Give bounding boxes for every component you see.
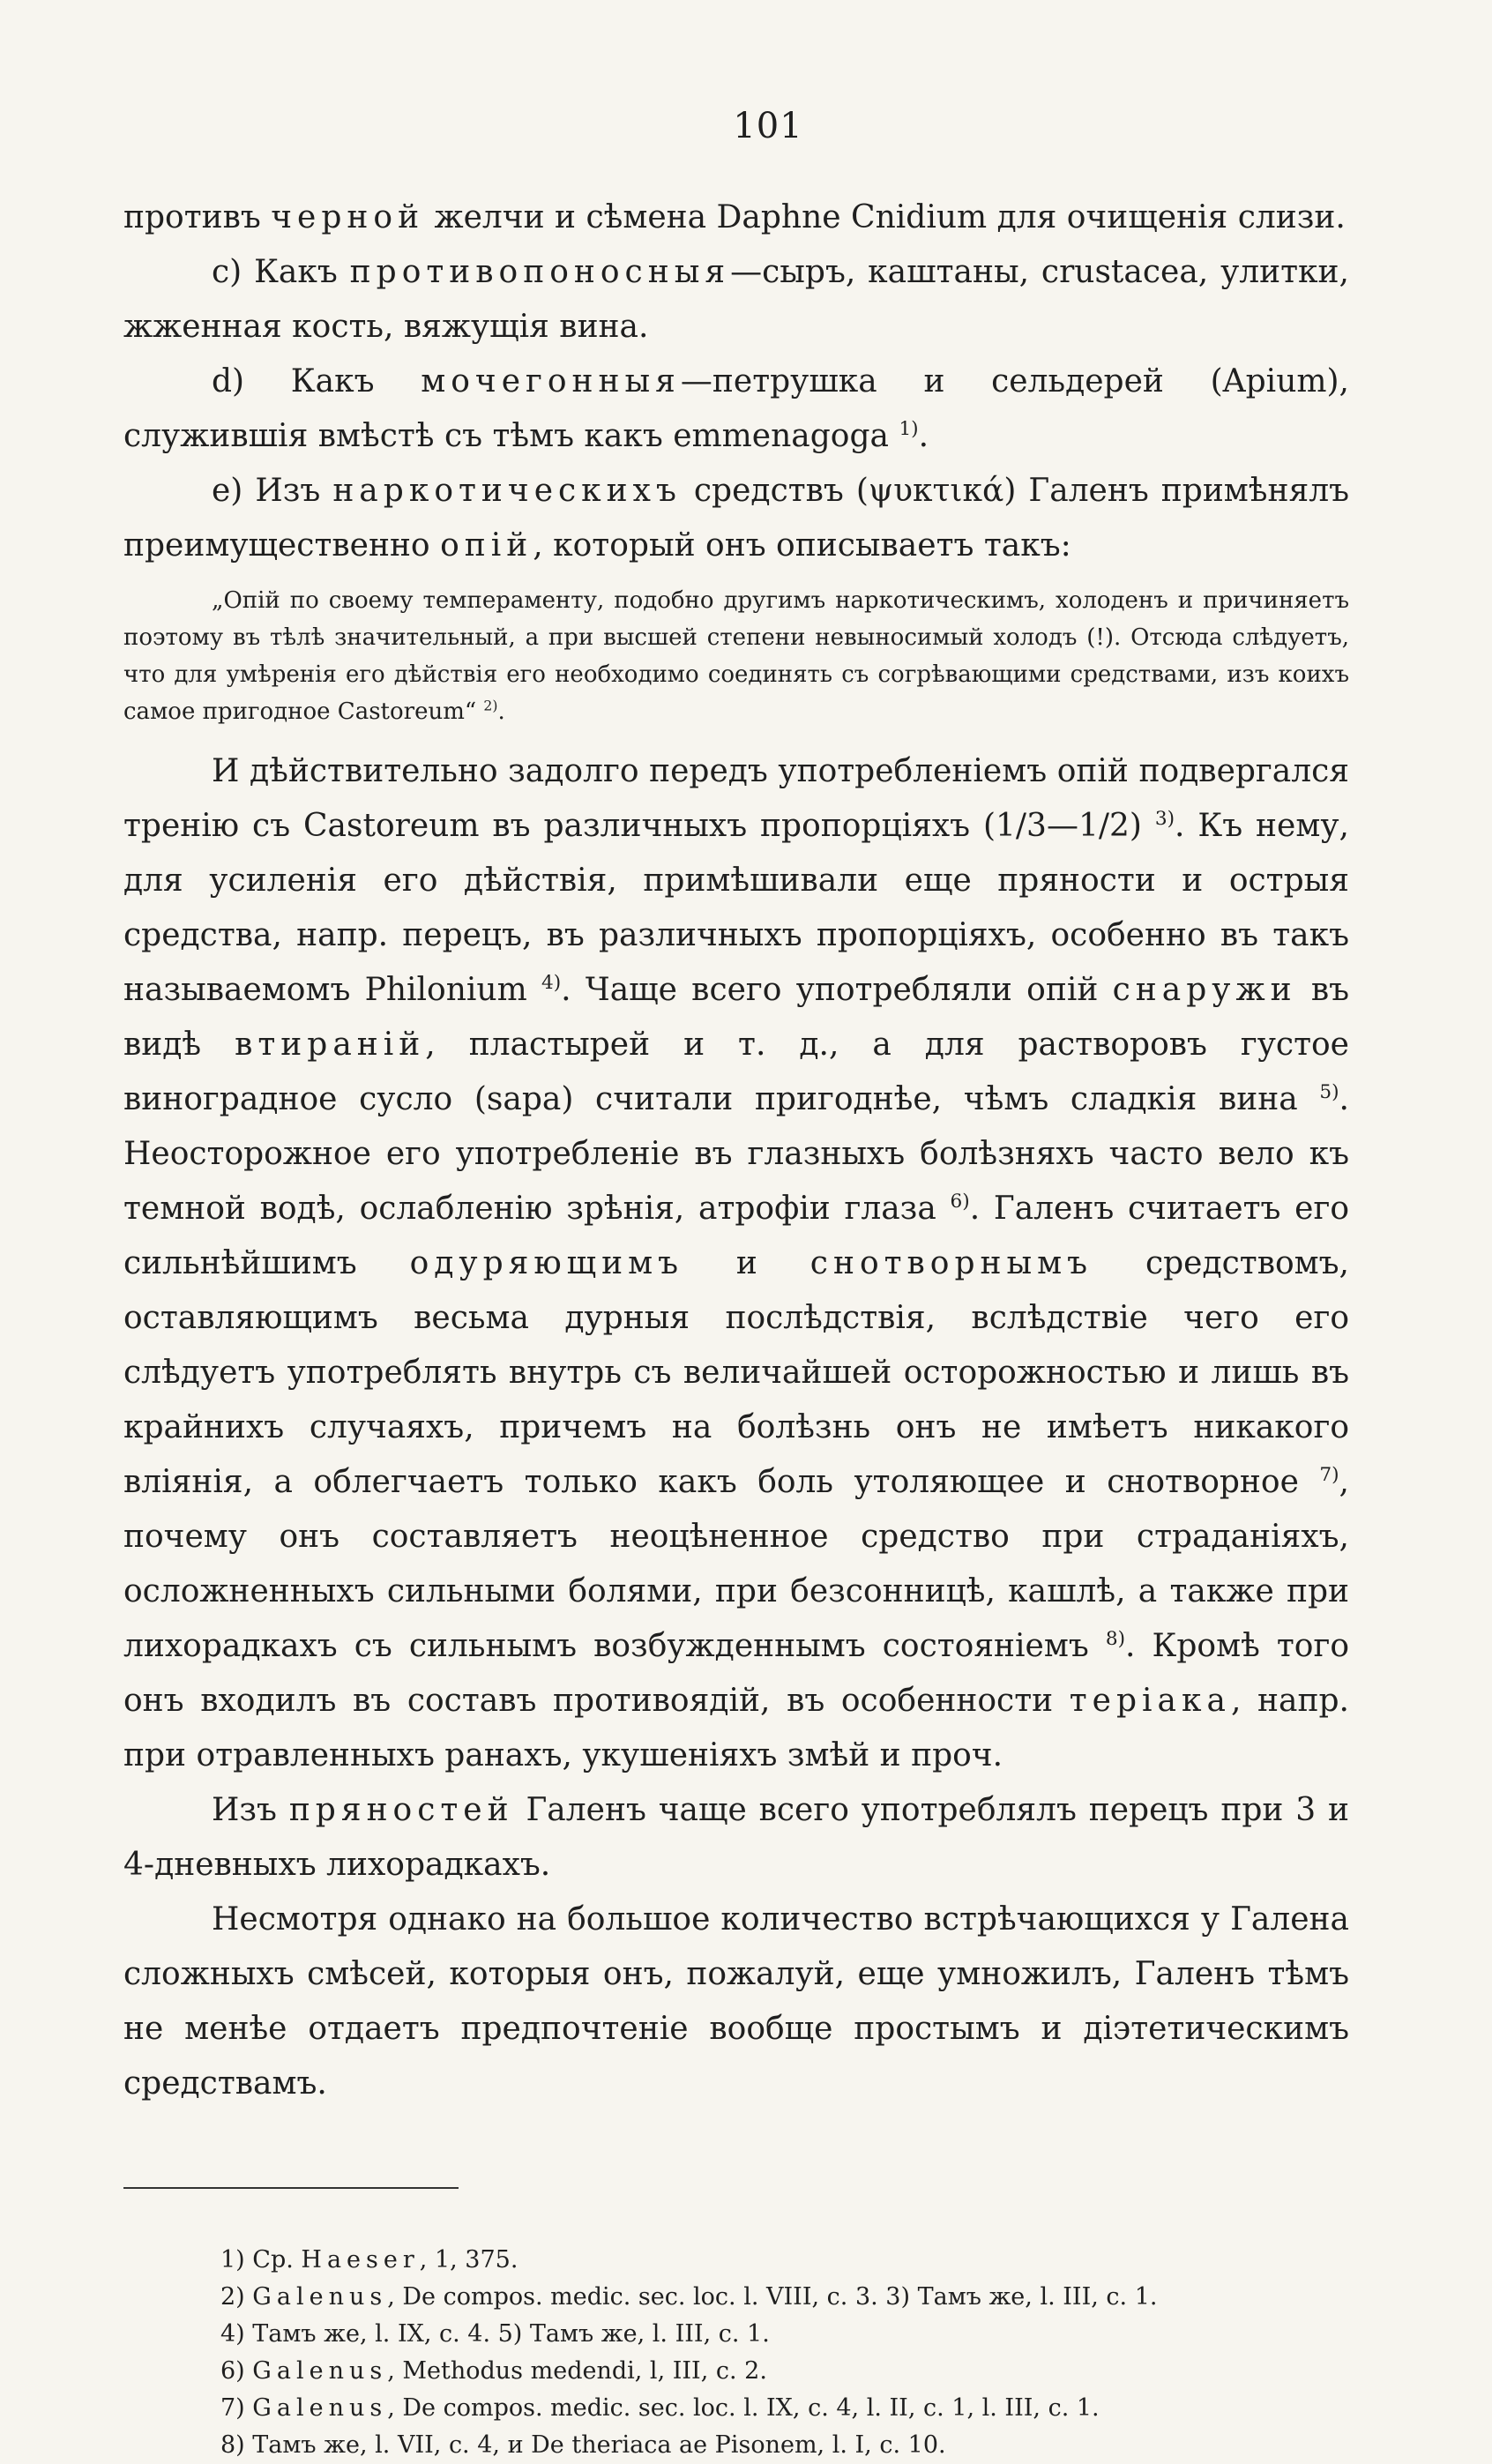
text-run: c) Какъ xyxy=(212,254,350,290)
paragraph xyxy=(123,1893,1349,2111)
emphasized-text: наркотическихъ xyxy=(332,473,682,509)
author-name: Galenus xyxy=(252,2394,388,2422)
text-run: e) Изъ xyxy=(212,473,333,509)
footnote xyxy=(220,2427,1413,2464)
emphasized-text: черной xyxy=(271,199,425,235)
footnote-divider xyxy=(123,2187,459,2189)
emphasized-text: пряностей xyxy=(288,1792,514,1828)
paragraph xyxy=(123,464,1349,573)
text-run: . Неосторожное его употребленіе въ глазныхъ болѣзняхъ часто вело къ темной водѣ, ослабленію зрѣнія, атрофіи глаза xyxy=(123,1081,1349,1227)
footnote-text: 4) Тамъ же, l. IX, c. 4. 5) Тамъ же, l. III, c. 1. xyxy=(220,2320,770,2348)
text-run: . Галенъ считаетъ его сильнѣйшимъ xyxy=(123,1191,1349,1281)
text-run: и xyxy=(683,1245,810,1281)
paragraph xyxy=(123,355,1349,464)
footnote-ref: 4) xyxy=(541,972,562,994)
footnote xyxy=(220,2279,1413,2316)
footnote-text: , De compos. medic. sec. loc. l. VIII, c. 3. 3) Тамъ же, l. III, c. 1. xyxy=(387,2283,1158,2311)
quote-paragraph xyxy=(123,582,1349,730)
block-quote xyxy=(123,582,1349,730)
text-run: , пластырей и т. д., а для растворовъ густое виноградное сусло (sapa) считали пригоднѣе, чѣмъ сладкія вина xyxy=(123,1027,1349,1117)
footnote xyxy=(220,2390,1413,2427)
text-run: Галенъ чаще всего употреблялъ перецъ при 3 и 4-дневныхъ лихорадкахъ. xyxy=(123,1792,1349,1883)
text-run: , который онъ описываетъ такъ: xyxy=(533,527,1071,564)
paragraph xyxy=(123,190,1349,245)
author-name: Haeser xyxy=(301,2246,420,2274)
author-name: Galenus xyxy=(252,2357,388,2385)
page-number: 101 xyxy=(733,106,803,146)
emphasized-text: снотворнымъ xyxy=(809,1245,1093,1281)
text-run: средствомъ, оставляющимъ весьма дурныя послѣдствія, вслѣдствіе чего его слѣдуетъ употреблять внутрь съ величайшей осторожностью и лишь въ крайнихъ случаяхъ, причемъ на болѣзнь онъ не имѣетъ никакого вліянія, а облегчаетъ только какъ боль утоляющее и снотворное xyxy=(123,1245,1349,1500)
footnote-ref: 8) xyxy=(1105,1628,1126,1650)
text-run: —сыръ, каштаны, crustacea, улитки, жженная кость, вяжущія вина. xyxy=(123,254,1349,345)
text-run: въ видѣ xyxy=(123,972,1349,1063)
text-run: желчи и сѣмена Daphne Cnidium для очищенія слизи. xyxy=(424,199,1346,235)
text-run: . Кромѣ того онъ входилъ въ составъ противоядій, въ особенности xyxy=(123,1628,1350,1719)
text-run: , почему онъ составляетъ неоцѣненное средство при страданіяхъ, осложненныхъ сильными болями, при безсонницѣ, кашлѣ, а также при лихорадкахъ съ сильнымъ возбужденнымъ состояніемъ xyxy=(123,1464,1349,1664)
footnote-ref: 2) xyxy=(483,698,498,714)
emphasized-text: одуряющимъ xyxy=(409,1245,684,1281)
text-run: противъ xyxy=(123,199,272,235)
footnote-text: 1) Ср. xyxy=(220,2246,302,2274)
footnote-text: 7) xyxy=(220,2394,253,2422)
footnote-text: , Methodus medendi, l, III, c. 2. xyxy=(387,2357,767,2385)
text-run: Несмотря однако на большое количество встрѣчающихся у Галена сложныхъ смѣсей, которыя онъ, пожалуй, еще умножилъ, Галенъ тѣмъ не менѣе отдаетъ предпочтеніе вообще простымъ и діэтетическимъ средствамъ. xyxy=(123,1901,1349,2102)
emphasized-text: противопоносныя xyxy=(349,254,731,290)
paragraph xyxy=(123,744,1349,1783)
paragraph xyxy=(123,245,1349,355)
text-run: Изъ xyxy=(212,1792,289,1828)
footnote-text: , De compos. medic. sec. loc. l. IX, c. 4, l. II, c. 1, l. III, c. 1. xyxy=(387,2394,1100,2422)
footnote xyxy=(220,2353,1413,2390)
text-run: . Къ нему, для усиленія его дѣйствія, примѣшивали еще пряности и острыя средства, напр. перецъ, въ различныхъ пропорціяхъ, особенно въ такъ называемомъ Philonium xyxy=(123,808,1349,1008)
text-run: . xyxy=(918,418,929,454)
footnote-ref: 6) xyxy=(950,1191,970,1213)
footnote-ref: 1) xyxy=(899,418,919,440)
footnote xyxy=(220,2242,1413,2279)
emphasized-text: втираній xyxy=(235,1027,426,1063)
emphasized-text: опій xyxy=(440,527,533,564)
footnote-ref: 7) xyxy=(1319,1464,1339,1486)
body-text-top xyxy=(123,190,1349,573)
emphasized-text: мочегонныя xyxy=(421,363,681,399)
footnote xyxy=(220,2316,1413,2353)
footnote-text: , 1, 375. xyxy=(419,2246,518,2274)
text-run: , напр. при отравленныхъ ранахъ, укушеніяхъ змѣй и проч. xyxy=(123,1683,1349,1773)
text-run: —петрушка и сельдерей (Apium), служившія вмѣстѣ съ тѣмъ какъ emmenagoga xyxy=(123,363,1349,454)
footnote-text: 6) xyxy=(220,2357,253,2385)
text-run: d) Какъ xyxy=(212,363,421,399)
footnote-text: 2) xyxy=(220,2283,253,2311)
text-run: . Чаще всего употребляли опій xyxy=(561,972,1113,1008)
footnote-ref: 3) xyxy=(1154,808,1175,830)
author-name: Galenus xyxy=(252,2283,388,2311)
footnote-ref: 5) xyxy=(1319,1081,1339,1103)
footnotes xyxy=(123,2242,1413,2464)
text-run: . xyxy=(497,698,505,725)
emphasized-text: теріака xyxy=(1069,1683,1231,1719)
body-text-bottom xyxy=(123,744,1349,2111)
emphasized-text: снаружи xyxy=(1112,972,1297,1008)
footnote-text: 8) Тамъ же, l. VII, c. 4, и De theriaca ae Pisonem, l. I, c. 10. xyxy=(220,2431,946,2459)
text-run: средствъ (ψυκτικά) Галенъ примѣнялъ преимущественно xyxy=(123,473,1349,564)
text-run: И дѣйствительно задолго передъ употребленіемъ опій подвергался тренію съ Castoreum въ различныхъ пропорціяхъ (1/3—1/2) xyxy=(123,753,1349,844)
text-run: „Опій по своему темпераменту, подобно другимъ наркотическимъ, холоденъ и причиняетъ поэтому въ тѣлѣ значительный, а при высшей степени невыносимый холодъ (!). Отсюда слѣдуетъ, что для умѣренія его дѣйствія его необходимо соединять съ согрѣвающими средствами, изъ коихъ самое пригодное Castoreum“ xyxy=(123,587,1349,725)
paragraph xyxy=(123,1783,1349,1893)
